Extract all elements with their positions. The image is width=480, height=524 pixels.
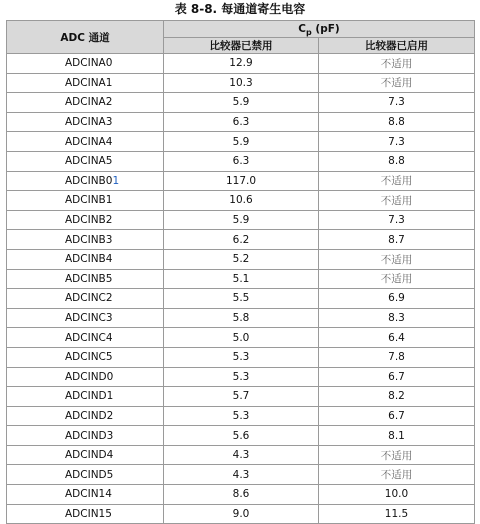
cell-comparator-enabled: 6.7 (319, 367, 475, 387)
cell-comparator-disabled: 10.3 (164, 73, 319, 93)
cell-channel (7, 73, 164, 93)
cell-comparator-enabled: 6.7 (319, 406, 475, 426)
channel-name: ADCIND3 (65, 429, 114, 442)
cell-channel (7, 249, 164, 269)
cell-comparator-enabled: 7.3 (319, 132, 475, 152)
cell-comparator-disabled: 10.6 (164, 191, 319, 211)
channel-name: ADCIND4 (65, 449, 114, 462)
table-row (7, 485, 475, 505)
channel-name: ADCINA5 (65, 155, 113, 168)
channel-name: ADCINB0 (65, 174, 113, 187)
cell-comparator-enabled: 6.9 (319, 289, 475, 309)
table-row (7, 347, 475, 367)
cell-comparator-enabled: 不适用 (319, 465, 475, 485)
table-row (7, 210, 475, 230)
cell-comparator-enabled: 7.8 (319, 347, 475, 367)
cell-channel (7, 406, 164, 426)
cell-channel (7, 308, 164, 328)
header-cp (164, 21, 475, 38)
cell-comparator-disabled: 12.9 (164, 54, 319, 74)
cell-channel (7, 230, 164, 250)
cell-comparator-enabled: 7.3 (319, 93, 475, 113)
cell-comparator-disabled: 5.5 (164, 289, 319, 309)
table-row (7, 93, 475, 113)
header-cp-subscript: p (306, 28, 312, 38)
channel-name: ADCIND1 (65, 390, 114, 403)
table-row (7, 54, 475, 74)
cell-comparator-enabled: 8.8 (319, 112, 475, 132)
cell-comparator-disabled: 5.9 (164, 132, 319, 152)
cell-channel (7, 328, 164, 348)
cell-comparator-disabled: 5.3 (164, 367, 319, 387)
cell-channel (7, 426, 164, 446)
cell-comparator-enabled: 不适用 (319, 171, 475, 191)
cell-comparator-enabled: 不适用 (319, 54, 475, 74)
cell-comparator-disabled: 5.0 (164, 328, 319, 348)
cell-channel (7, 445, 164, 465)
cell-comparator-enabled: 不适用 (319, 445, 475, 465)
table-row (7, 269, 475, 289)
cell-comparator-enabled: 10.0 (319, 485, 475, 505)
cell-comparator-enabled: 11.5 (319, 504, 475, 524)
cell-channel (7, 112, 164, 132)
table-row (7, 387, 475, 407)
channel-name: ADCINB5 (65, 272, 113, 285)
table-row (7, 445, 475, 465)
channel-name: ADCINB1 (65, 194, 113, 207)
channel-name: ADCINB2 (65, 214, 113, 227)
channel-name: ADCINA1 (65, 76, 113, 89)
table-row (7, 151, 475, 171)
cell-comparator-enabled: 不适用 (319, 191, 475, 211)
header-cp-suffix: (pF) (311, 23, 340, 35)
channel-name: ADCINC5 (65, 351, 113, 364)
cell-comparator-enabled: 8.7 (319, 230, 475, 250)
table-row (7, 73, 475, 93)
parasitic-capacitance-table (6, 20, 475, 524)
channel-name: ADCIND0 (65, 370, 114, 383)
cell-channel (7, 387, 164, 407)
table-caption: 表 8-8. 每通道寄生电容 (174, 2, 306, 16)
cell-comparator-disabled: 5.1 (164, 269, 319, 289)
table-row (7, 504, 475, 524)
channel-name: ADCINA4 (65, 135, 113, 148)
footnote-link[interactable]: 1 (112, 174, 120, 187)
table-row (7, 249, 475, 269)
cell-channel (7, 151, 164, 171)
cell-channel (7, 347, 164, 367)
cell-comparator-disabled: 5.7 (164, 387, 319, 407)
cell-comparator-disabled: 5.9 (164, 93, 319, 113)
channel-name: ADCINA0 (65, 57, 113, 70)
channel-name: ADCINA3 (65, 116, 113, 129)
cell-channel (7, 504, 164, 524)
cell-comparator-enabled: 8.1 (319, 426, 475, 446)
table-row (7, 367, 475, 387)
cell-channel (7, 269, 164, 289)
cell-channel (7, 465, 164, 485)
header-disabled: 比较器已禁用 (164, 38, 319, 54)
channel-name: ADCIN15 (65, 507, 112, 520)
channel-name: ADCINC4 (65, 331, 113, 344)
cell-comparator-disabled: 5.9 (164, 210, 319, 230)
channel-name: ADCINC2 (65, 292, 113, 305)
cell-comparator-disabled: 5.3 (164, 347, 319, 367)
cell-comparator-enabled: 6.4 (319, 328, 475, 348)
channel-name: ADCINB3 (65, 233, 113, 246)
table-body (7, 54, 475, 524)
table-row (7, 406, 475, 426)
cell-comparator-disabled: 6.3 (164, 112, 319, 132)
cell-comparator-enabled: 7.3 (319, 210, 475, 230)
table-row (7, 308, 475, 328)
header-cp-prefix: C (298, 23, 307, 35)
table-row (7, 465, 475, 485)
cell-comparator-disabled: 6.2 (164, 230, 319, 250)
cell-comparator-enabled: 8.8 (319, 151, 475, 171)
channel-name: ADCINA2 (65, 96, 113, 109)
cell-channel (7, 93, 164, 113)
table-row (7, 289, 475, 309)
cell-comparator-enabled: 8.3 (319, 308, 475, 328)
cell-comparator-disabled: 117.0 (164, 171, 319, 191)
channel-name: ADCIN14 (65, 488, 112, 501)
header-row (7, 21, 475, 38)
cell-comparator-disabled: 8.6 (164, 485, 319, 505)
cell-comparator-disabled: 5.8 (164, 308, 319, 328)
channel-name: ADCINC3 (65, 312, 113, 325)
cell-comparator-disabled: 5.2 (164, 249, 319, 269)
cell-comparator-disabled: 6.3 (164, 151, 319, 171)
channel-name: ADCINB4 (65, 253, 113, 266)
table-row (7, 112, 475, 132)
cell-channel (7, 289, 164, 309)
cell-channel (7, 367, 164, 387)
cell-channel (7, 191, 164, 211)
cell-comparator-disabled: 4.3 (164, 445, 319, 465)
header-channel: ADC 通道 (7, 21, 164, 54)
cell-comparator-enabled: 不适用 (319, 73, 475, 93)
table-row (7, 171, 475, 191)
cell-channel (7, 132, 164, 152)
cell-comparator-enabled: 8.2 (319, 387, 475, 407)
cell-channel (7, 485, 164, 505)
cell-comparator-disabled: 5.6 (164, 426, 319, 446)
cell-comparator-disabled: 4.3 (164, 465, 319, 485)
table-row (7, 230, 475, 250)
table-row (7, 132, 475, 152)
channel-name: ADCIND2 (65, 409, 114, 422)
cell-channel (7, 210, 164, 230)
cell-comparator-disabled: 9.0 (164, 504, 319, 524)
channel-name: ADCIND5 (65, 468, 114, 481)
table-row (7, 328, 475, 348)
table-row (7, 426, 475, 446)
cell-channel (7, 171, 164, 191)
cell-comparator-disabled: 5.3 (164, 406, 319, 426)
cell-comparator-enabled: 不适用 (319, 249, 475, 269)
cell-comparator-enabled: 不适用 (319, 269, 475, 289)
cell-channel (7, 54, 164, 74)
table-row (7, 191, 475, 211)
header-enabled: 比较器已启用 (319, 38, 475, 54)
